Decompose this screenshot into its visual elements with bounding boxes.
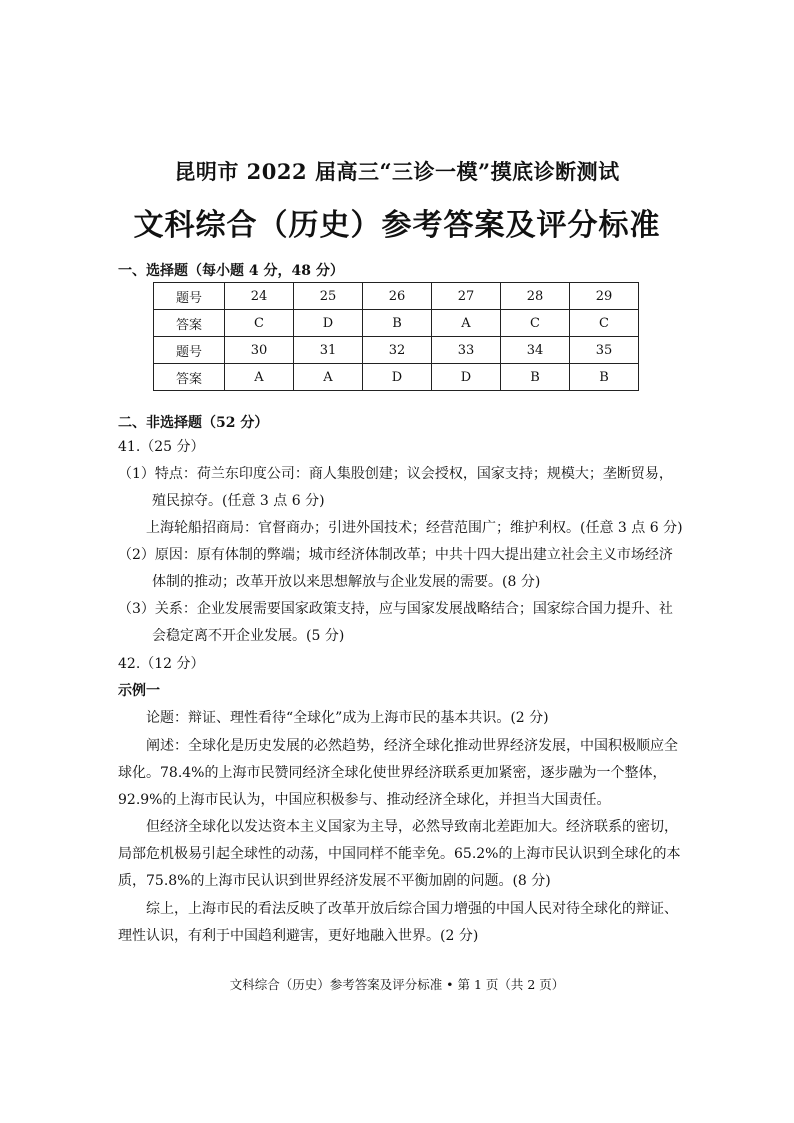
table-cell: B <box>501 364 570 391</box>
table-cell: 26 <box>363 283 432 310</box>
document-title: 文科综合（历史）参考答案及评分标准 <box>133 208 661 243</box>
table-cell: 30 <box>225 337 294 364</box>
q41-part2-line2: 体制的推动；改革开放以来思想解放与企业发展的需要。(8 分) <box>152 574 541 590</box>
answer-table <box>153 282 639 391</box>
section1-heading: 一、选择题（每小题 4 分，48 分） <box>118 263 344 279</box>
table-row <box>154 364 639 391</box>
table-row <box>154 310 639 337</box>
table-cell: 28 <box>501 283 570 310</box>
q41-part1-line2: 殖民掠夺。(任意 3 点 6 分) <box>152 493 325 509</box>
table-cell: D <box>294 310 363 337</box>
q42-paragraph-line: 理性认识，有利于中国趋利避害，更好地融入世界。(2 分) <box>118 928 479 944</box>
table-cell: C <box>501 310 570 337</box>
table-cell: A <box>294 364 363 391</box>
exam-title: 昆明市 2022 届高三“三诊一模”摸底诊断测试 <box>174 159 620 184</box>
q41-part3-line1: （3）关系：企业发展需要国家政策支持，应与国家发展战略结合；国家综合国力提升、社 <box>118 601 673 617</box>
table-cell: 33 <box>432 337 501 364</box>
q41-label: 41.（25 分） <box>118 439 205 455</box>
table-cell: D <box>363 364 432 391</box>
q41-part1-line1: （1）特点：荷兰东印度公司：商人集股创建；议会授权，国家支持；规模大；垄断贸易， <box>118 466 673 482</box>
q42-thesis: 论题：辩证、理性看待“全球化”成为上海市民的基本共识。(2 分) <box>146 710 549 726</box>
table-row <box>154 337 639 364</box>
table-cell: C <box>225 310 294 337</box>
q42-paragraph-line: 局部危机极易引起全球性的动荡，中国同样不能幸免。65.2%的上海市民认识到全球化的本 <box>118 846 681 862</box>
page-footer: 文科综合（历史）参考答案及评分标准 • 第 1 页（共 2 页） <box>229 977 565 992</box>
q42-paragraph-line: 阐述：全球化是历史发展的必然趋势，经济全球化推动世界经济发展，中国积极顺应全 <box>146 738 678 754</box>
table-cell: A <box>225 364 294 391</box>
q41-part3-line2: 会稳定离不开企业发展。(5 分) <box>152 628 345 644</box>
table-cell: D <box>432 364 501 391</box>
table-cell: 题号 <box>154 283 225 310</box>
table-cell: 题号 <box>154 337 225 364</box>
table-cell: 答案 <box>154 364 225 391</box>
table-cell: C <box>570 310 639 337</box>
table-row <box>154 283 639 310</box>
q42-paragraph-line: 综上，上海市民的看法反映了改革开放后综合国力增强的中国人民对待全球化的辩证、 <box>146 901 678 917</box>
example-heading: 示例一 <box>118 683 160 699</box>
table-cell: 24 <box>225 283 294 310</box>
table-cell: 31 <box>294 337 363 364</box>
table-cell: 25 <box>294 283 363 310</box>
q42-paragraph-line: 质，75.8%的上海市民认识到世界经济发展不平衡加剧的问题。(8 分) <box>118 873 551 889</box>
q41-part1-line3: 上海轮船招商局：官督商办；引进外国技术；经营范围广；维护利权。(任意 3 点 6 分) <box>146 520 683 536</box>
table-cell: 32 <box>363 337 432 364</box>
q41-part2-line1: （2）原因：原有体制的弊端；城市经济体制改革；中共十四大提出建立社会主义市场经济 <box>118 547 673 563</box>
table-cell: A <box>432 310 501 337</box>
table-cell: 答案 <box>154 310 225 337</box>
table-cell: 34 <box>501 337 570 364</box>
q42-paragraph-line: 但经济全球化以发达资本主义国家为主导，必然导致南北差距加大。经济联系的密切， <box>146 819 678 835</box>
q42-paragraph-line: 92.9%的上海市民认为，中国应积极参与、推动经济全球化，并担当大国责任。 <box>118 792 611 808</box>
table-cell: 29 <box>570 283 639 310</box>
table-cell: B <box>363 310 432 337</box>
q42-label: 42.（12 分） <box>118 656 205 672</box>
table-cell: 35 <box>570 337 639 364</box>
table-cell: 27 <box>432 283 501 310</box>
table-cell: B <box>570 364 639 391</box>
q42-paragraph-line: 球化。78.4%的上海市民赞同经济全球化使世界经济联系更加紧密，逐步融为一个整体， <box>118 765 667 781</box>
section2-heading: 二、非选择题（52 分） <box>118 415 269 431</box>
